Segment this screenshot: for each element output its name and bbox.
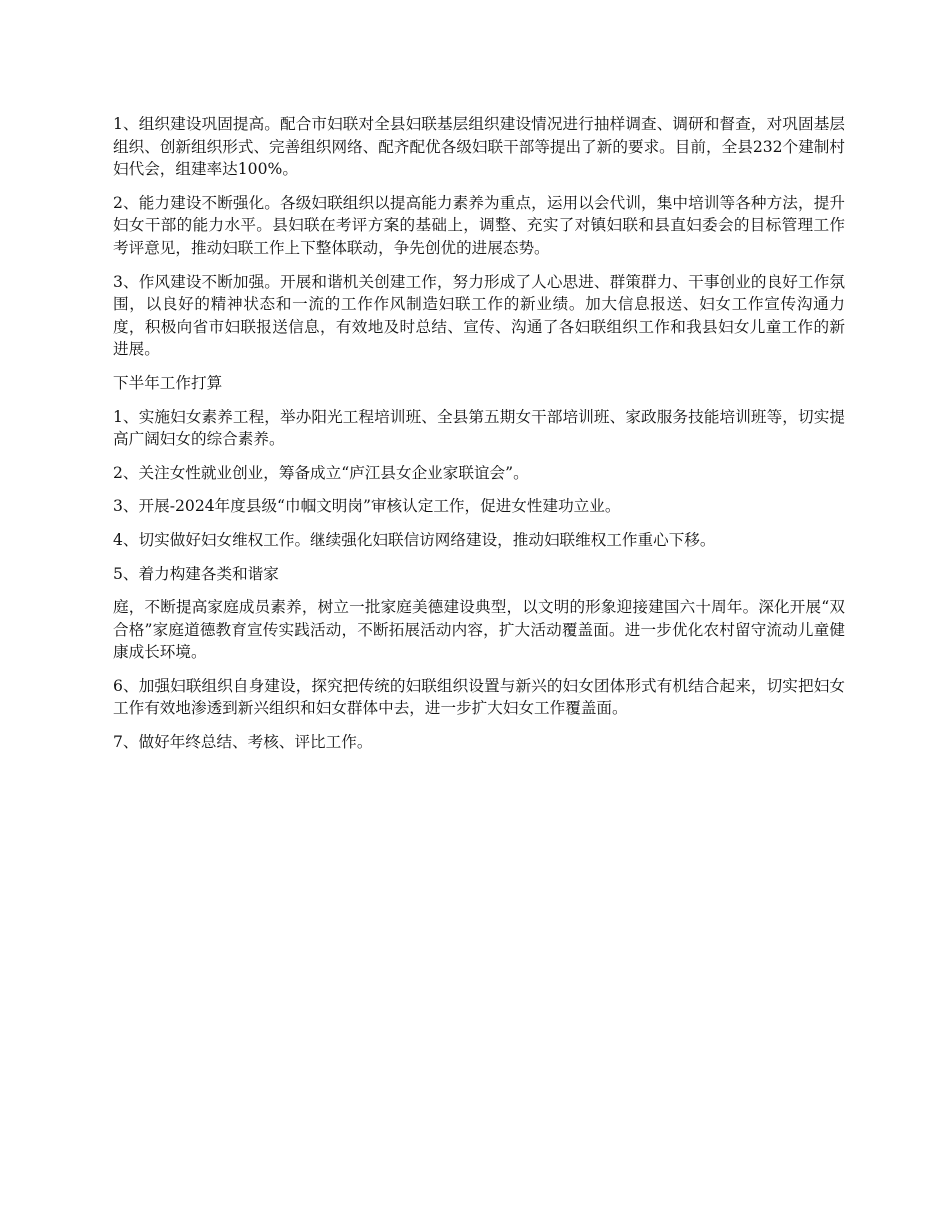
document-body	[113, 113, 845, 765]
plan-item-3: 3、开展-2024年度县级“巾帼文明岗”审核认定工作，促进女性建功立业。	[113, 497, 621, 516]
plan-item-5-continued: 庭，不断提高家庭成员素养，树立一批家庭美德建设典型，以文明的形象迎接建国六十周年。深化开展“双合格”家庭道德教育宣传实践活动，不断拓展活动内容，扩大活动覆盖面。进一步优化农村留守流动儿童健康成长环境。	[113, 598, 845, 662]
paragraph-capacity-building: 2、能力建设不断强化。各级妇联组织以提高能力素养为重点，运用以会代训，集中培训等各种方法，提升妇女干部的能力水平。县妇联在考评方案的基础上，调整、充实了对镇妇联和县直妇委会的目标管理工作考评意见，推动妇联工作上下整体联动，争先创优的进展态势。	[113, 193, 845, 257]
plan-item-4: 4、切实做好妇女维权工作。继续强化妇联信访网络建设，推动妇联维权工作重心下移。	[113, 530, 716, 549]
plan-item-7: 7、做好年终总结、考核、评比工作。	[113, 733, 373, 752]
plan-item-2: 2、关注女性就业创业，筹备成立“庐江县女企业家联谊会”。	[113, 463, 529, 482]
plan-item-6: 6、加强妇联组织自身建设，探究把传统的妇联组织设置与新兴的妇女团体形式有机结合起来，切实把妇女工作有效地渗透到新兴组织和妇女群体中去，进一步扩大妇女工作覆盖面。	[113, 676, 845, 718]
plan-item-1: 1、实施妇女素养工程，举办阳光工程培训班、全县第五期女干部培训班、家政服务技能培训班等，切实提高广阔妇女的综合素养。	[113, 407, 845, 449]
section-heading-second-half-plan: 下半年工作打算	[113, 373, 223, 392]
paragraph-organization-building: 1、组织建设巩固提高。配合市妇联对全县妇联基层组织建设情况进行抽样调查、调研和督查，对巩固基层组织、创新组织形式、完善组织网络、配齐配优各级妇联干部等提出了新的要求。目前，全县232个建制村妇代会，组建率达100%。	[113, 115, 845, 179]
plan-item-5: 5、着力构建各类和谐家	[113, 564, 279, 583]
paragraph-work-style-building: 3、作风建设不断加强。开展和谐机关创建工作，努力形成了人心思进、群策群力、干事创业的良好工作氛围，以良好的精神状态和一流的工作作风制造妇联工作的新业绩。加大信息报送、妇女工作宣传沟通力度，积极向省市妇联报送信息，有效地及时总结、宣传、沟通了各妇联组织工作和我县妇女儿童工作的新进展。	[113, 272, 845, 359]
